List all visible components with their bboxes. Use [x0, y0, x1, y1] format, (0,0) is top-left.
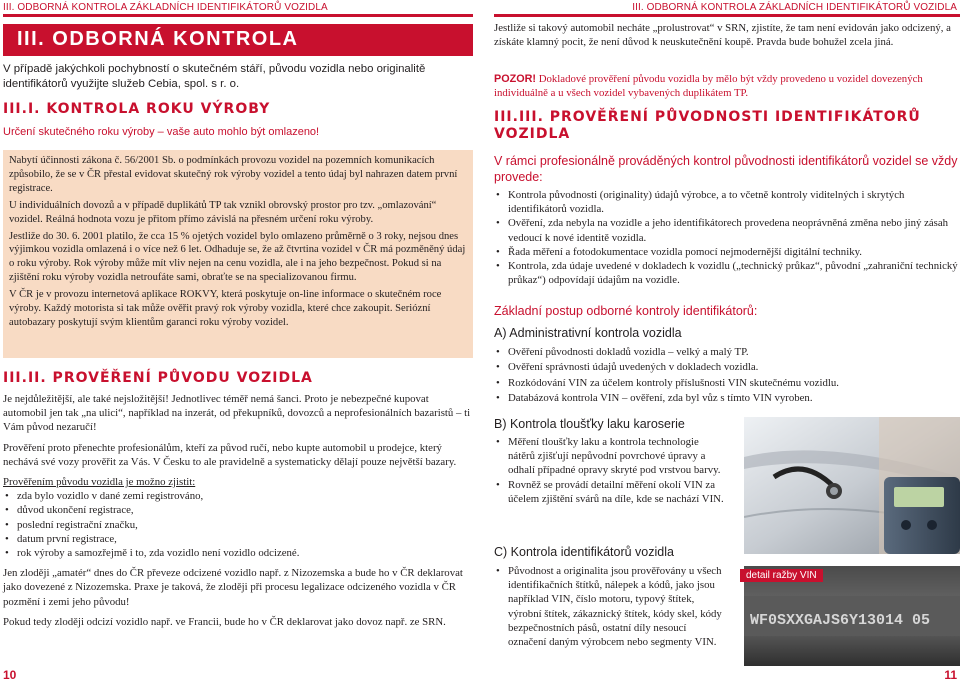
section-3-lead: V rámci profesionálně prováděných kontrol původnosti identifikátorů vozidel se vždy provede: [494, 154, 958, 184]
section-2-body [3, 392, 471, 629]
identifier-list [494, 564, 726, 649]
list-item: • Měření tloušťky laku a kontrola technologie nátěrů zjišťují nepůvodní povrchové úpravy a odhalí případné opravy skryté pod vrstvou barvy. [494, 435, 726, 478]
intro-paragraph: V případě jakýchkoli pochybností o skutečném stáří, původu vozidla nebo originalitě identifikátorů využijte služeb Cebia, spol. s r. o. [3, 63, 426, 90]
section-1-subtitle: Určení skutečného roku výroby – vaše auto mohlo být omlazeno! [3, 126, 320, 138]
section-1-title: III.I. KONTROLA ROKU VÝROBY [3, 101, 271, 117]
list-item: • Řada měření a fotodokumentace vozidla pomocí nejmodernější digitální techniky. [494, 245, 958, 259]
paragraph: Pokud tedy zloději odcizí vozidlo např. ve Francii, bude ho v ČR deklarovat jako dovoz např. ze SRN. [3, 615, 446, 628]
photo-caption: detail ražby VIN [740, 569, 823, 582]
paragraph: Prověření proto přenechte profesionálům, kteří za původ ručí, nebo kupte automobil u prodejce, který nechává své vozy prověřit za Vás. V Česku to ale pravidelně a systematicky dělají pouze největší bazary. [3, 441, 457, 468]
hero-title: III. ODBORNÁ KONTROLA [3, 24, 473, 56]
title-line: VOZIDLA [494, 126, 571, 142]
list-item: • Ověření, zda nebyla na vozidle a jeho identifikátorech provedena neoprávněná změna nebo jiný zásah vedoucí k nové identitě vozidla. [494, 216, 958, 244]
page-number: 10 [3, 668, 17, 682]
warning-label: POZOR! [494, 73, 536, 85]
list-item: • Kontrola, zda údaje uvedené v dokladech k vozidlu („technický průkaz“, původní „zahraniční technický průkaz“) odpovídají údajům na vozidle. [494, 259, 958, 287]
subsection-b-title: B) Kontrola tloušťky laku karoserie [494, 417, 685, 431]
box-paragraph: U individuálních dovozů a v případě duplikátů TP tak vznikl obrovský prostor pro tzv. „omlazování“ vozidel. Reálná hodnota vozu je přitom přímo závislá na přesném určení roku výroby. [9, 199, 437, 225]
info-box [3, 150, 473, 358]
check-list [494, 188, 958, 287]
paragraph: Jen zloději „amatér“ dnes do ČR převeze odcizené vozidlo např. z Nizozemska a bude ho v ČR deklarovat jako dovezené z Nizozemska. Praxe je taková, že zloději při procesu legalizace odcizeného vozidla v ČR pozmění i zemi jeho původu! [3, 567, 463, 608]
list-item: • Rovněž se provádí detailní měření okolí VIN za účelem zjištění svárů na díle, kde se nachází VIN. [494, 478, 726, 506]
header-rule [3, 14, 473, 17]
list-item: • poslední registrační značku, [3, 518, 471, 532]
box-paragraph: Nabytí účinnosti zákona č. 56/2001 Sb. o podmínkách provozu vozidel na pozemních komunikacích způsobilo, že se v ČR přestal evidovat skutečný rok výroby vozidel a tento údaj byl nahrazen datem první registrace. [9, 155, 458, 194]
intro-paragraph: Jestliže si takový automobil necháte „prolustrovat“ v SRN, zjistíte, že tam není evidován jako odcizený, a získáte klamný pocit, že není důvod k neuskutečnění koupě. Pravda bude bohužel zcela jiná. [494, 22, 951, 49]
list-item: • rok výroby a samozřejmě i to, zda vozidlo není vozidlo odcizené. [3, 546, 471, 560]
section-2-title: III.II. PROVĚŘENÍ PŮVODU VOZIDLA [3, 370, 313, 386]
header-rule [494, 14, 960, 17]
right-page [482, 0, 960, 684]
running-head: III. ODBORNÁ KONTROLA ZÁKLADNÍCH IDENTIFIKÁTORŮ VOZIDLA [632, 2, 957, 13]
list-heading: Prověřením původu vozidla je možno zjistit: [3, 476, 196, 489]
paint-gauge-illustration [744, 417, 960, 554]
section-3-title [494, 109, 958, 143]
running-head: III. ODBORNÁ KONTROLA ZÁKLADNÍCH IDENTIFIKÁTORŮ VOZIDLA [3, 2, 328, 13]
origin-list [3, 489, 471, 560]
subsection-c-title: C) Kontrola identifikátorů vozidla [494, 545, 674, 559]
list-item: • datum první registrace, [3, 532, 471, 546]
paint-list [494, 435, 726, 506]
list-item: • Ověření správnosti údajů uvedených v dokladech vozidla. [494, 360, 958, 375]
list-item: • Původnost a originalita jsou prověřovány u všech identifikačních štítků, nálepek a kódů, jako jsou například VIN, číslo motoru, typový štítek, výrobní štítek, zákaznický štítek, kódy skel, kódy bezpečnostních pásů, ostatní díly nesoucí označení daným výrobcem nebo segmenty VIN. [494, 564, 726, 649]
warning-paragraph [494, 72, 958, 100]
admin-list [494, 345, 958, 407]
title-line: III.III. PROVĚŘENÍ PŮVODNOSTI IDENTIFIKÁTORŮ [494, 109, 921, 125]
list-item: • zda bylo vozidlo v dané zemi registrováno, [3, 489, 471, 503]
subsection-a-title: A) Administrativní kontrola vozidla [494, 326, 682, 340]
paint-gauge-photo [744, 417, 960, 554]
warning-text: Dokladové prověření původu vozidla by mělo být vždy provedeno u vozidel dovezených individuálně a u všech vozidel vybavených duplikátem TP. [494, 73, 923, 100]
list-item: • Databázová kontrola VIN – ověření, zda byl vůz s tímto VIN vyroben. [494, 391, 958, 406]
box-paragraph: V ČR je v provozu internetová aplikace ROKVY, která poskytuje on-line informace o skutečném roce výroby. Každý motorista si tak může ověřit pravý rok výroby vozidla, které chce zakoupit. Seriózní autobazary poskytují svým klientům garanci roku výroby vozidel. [9, 289, 442, 328]
list-item: • Ověření původnosti dokladů vozidla – velký a malý TP. [494, 345, 958, 360]
vin-number: WF0SXXGAJS6Y13014 05 [750, 612, 931, 629]
left-page [0, 0, 478, 684]
basic-procedure-heading: Základní postup odborné kontroly identifikátorů: [494, 304, 758, 318]
box-paragraph: Jestliže do 30. 6. 2001 platilo, že cca 15 % ojetých vozidel bylo omlazeno průměrně o 3 roky, nejsou dnes výjimkou vozidla omlazená i o více než 6 let. Odhaduje se, že až čtvrtina vozidel v ČR má pozměněný údaj o roku výroby. Rok výroby může mít vliv nejen na cenu vozidla, ale i na jeho bezpečnost. Pokud si na zjištění roku výroby vozidla netroufáte sami, obraťte se na specializovanou firmu. [9, 230, 466, 284]
list-item: • Rozkódování VIN za účelem kontroly příslušnosti VIN skutečnému vozidlu. [494, 376, 958, 391]
list-item: • důvod ukončení registrace, [3, 503, 471, 517]
page-number: 11 [944, 668, 957, 682]
paragraph: Je nejdůležitější, ale také nejsložitější! Jednotlivec téměř nemá šanci. Proto je nebezpečné kupovat automobil jen tak „na ulici“, například na inzerát, od překupníků, dovozců a neprofesionálních bazaristů – ti Vám původ nezaručí! [3, 393, 471, 434]
list-item: • Kontrola původnosti (originality) údajů výrobce, a to včetně kontroly viditelných i skrytých identifikátorů vozidla. [494, 188, 958, 216]
